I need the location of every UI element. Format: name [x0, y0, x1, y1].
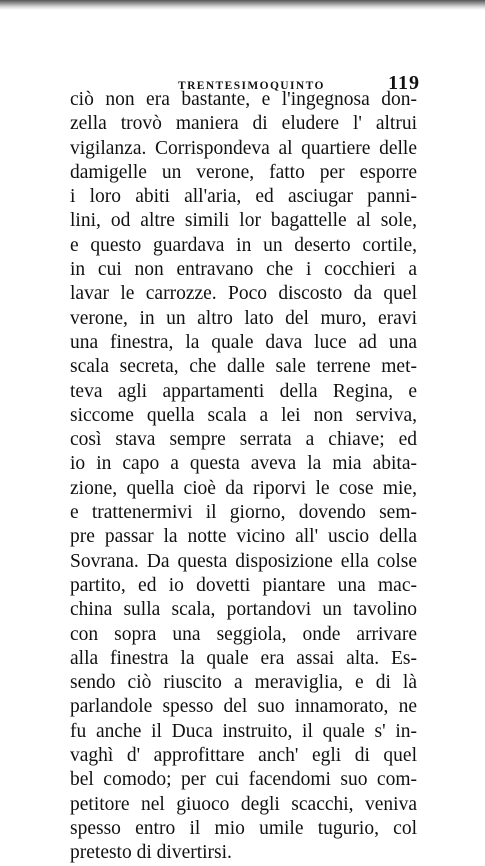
text-line: pretesto di divertirsi. [70, 842, 232, 864]
running-title: TRENTESIMOQUINTO [178, 80, 325, 92]
text-line: e questo guardava in un deserto cortile, [70, 234, 417, 256]
text-line: teva agli appartamenti della Regina, e [70, 380, 417, 402]
text-line: e trattenermivi il giorno, dovendo sem- [70, 502, 417, 524]
text-line: partito, ed io dovetti piantare una mac- [70, 574, 417, 596]
text-line: fu anche il Duca instruito, il quale s' in- [70, 720, 417, 742]
text-line: Sovrana. Da questa disposizione ella colse [70, 550, 417, 572]
text-line: io in capo a questa aveva la mia abita- [70, 453, 417, 475]
text-line: spesso entro il mio umile tugurio, col [70, 817, 417, 839]
text-line: vaghì d' approfittare anch' egli di quel [70, 745, 417, 767]
text-line: lini, od altre simili lor bagattelle al sole, [70, 210, 417, 232]
text-line: parlandole spesso del suo innamorato, ne [70, 696, 417, 718]
text-line: ciò non era bastante, e l'ingegnosa don- [70, 89, 417, 110]
body-text [70, 88, 417, 866]
text-line: petitore nel giuoco degli scacchi, veniva [70, 793, 417, 815]
text-line: con sopra una seggiola, onde arrivare [70, 623, 417, 645]
text-line: scala secreta, che dalle sale terrene met- [70, 356, 417, 378]
text-line: una finestra, la quale dava luce ad una [70, 331, 417, 353]
text-line: zella trovò maniera di eludere l' altrui [70, 113, 417, 135]
text-line: lavar le carrozze. Poco discosto da quel [70, 283, 417, 305]
text-line: i loro abiti all'aria, ed asciugar panni- [70, 186, 417, 208]
text-line: siccome quella scala a lei non serviva, [70, 404, 417, 426]
page-number: 119 [388, 72, 420, 94]
text-line: china sulla scala, portandovi un tavolino [70, 599, 417, 621]
text-line: così stava sempre serrata a chiave; ed [70, 429, 417, 451]
text-line: sendo ciò riuscito a meraviglia, e di là [70, 672, 417, 694]
text-line: bel comodo; per cui facendomi suo com- [70, 769, 417, 791]
text-line: zione, quella cioè da riporvi le cose mie, [70, 477, 417, 499]
text-line: in cui non entravano che i cocchieri a [70, 259, 417, 281]
text-line: alla finestra la quale era assai alta. Es- [70, 647, 417, 669]
text-line: vigilanza. Corrispondeva al quartiere delle [70, 137, 417, 159]
text-line: verone, in un altro lato del muro, eravi [70, 307, 417, 329]
text-line: pre passar la notte vicino all' uscio della [70, 526, 417, 548]
text-line: damigelle un verone, fatto per esporre [70, 161, 417, 183]
